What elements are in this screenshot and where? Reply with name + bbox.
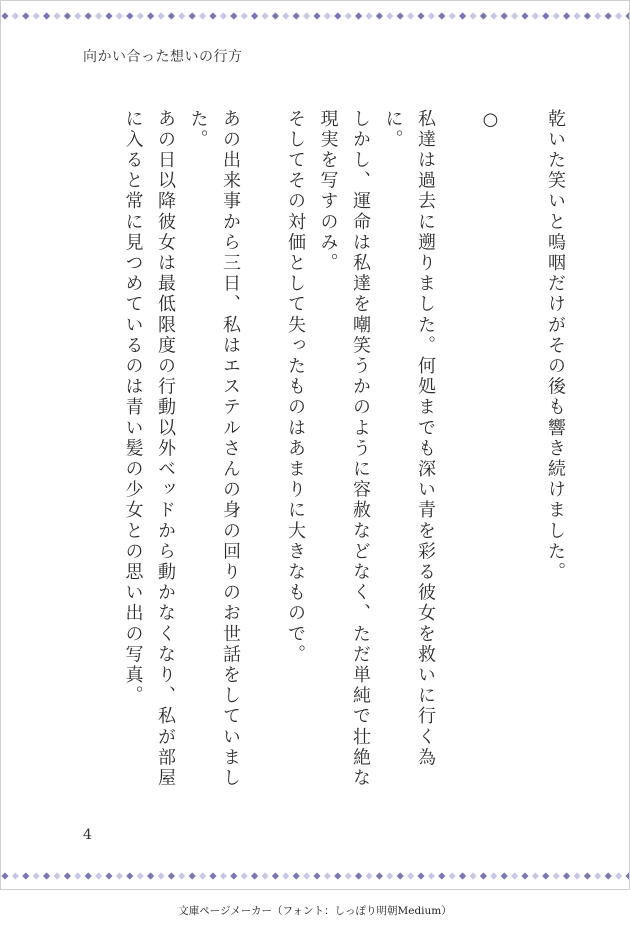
diamond-icon: [615, 872, 622, 879]
diamond-icon: [469, 872, 476, 879]
vertical-text-body: [111, 109, 571, 809]
diamond-icon: [594, 872, 601, 879]
diamond-icon: [417, 872, 424, 879]
diamond-icon: [584, 12, 591, 19]
diamond-icon: [490, 872, 497, 879]
chapter-title: 向かい合った想いの行方: [83, 49, 243, 65]
diamond-icon: [126, 872, 133, 879]
diamond-icon: [74, 872, 81, 879]
diamond-icon: [272, 872, 279, 879]
diamond-icon: [116, 872, 123, 879]
section-marker: ○: [480, 109, 501, 133]
diamond-icon: [480, 12, 487, 19]
diamond-icon: [501, 872, 508, 879]
diamond-icon: [417, 12, 424, 19]
diamond-icon: [355, 12, 362, 19]
diamond-icon: [168, 12, 175, 19]
diamond-icon: [33, 12, 40, 19]
diamond-border-icon: [1, 869, 629, 883]
blank-line: [506, 109, 539, 809]
diamond-icon: [199, 872, 206, 879]
diamond-icon: [511, 12, 518, 19]
diamond-icon: [282, 872, 289, 879]
diamond-icon: [376, 872, 383, 879]
diamond-icon: [365, 872, 372, 879]
diamond-icon: [157, 12, 164, 19]
diamond-icon: [376, 12, 383, 19]
diamond-icon: [126, 12, 133, 19]
diamond-icon: [293, 12, 300, 19]
paragraph: あの出来事から三日、私はエステルさんの身の回りのお世話をしていました。: [187, 109, 241, 789]
diamond-icon: [12, 872, 19, 879]
diamond-icon: [449, 872, 456, 879]
diamond-icon: [480, 872, 487, 879]
diamond-icon: [532, 872, 539, 879]
diamond-icon: [199, 12, 206, 19]
diamond-icon: [241, 12, 248, 19]
diamond-icon: [85, 12, 92, 19]
diamond-icon: [521, 12, 528, 19]
diamond-icon: [220, 872, 227, 879]
diamond-icon: [178, 872, 185, 879]
diamond-icon: [33, 872, 40, 879]
diamond-icon: [282, 12, 289, 19]
diamond-icon: [178, 12, 185, 19]
diamond-icon: [542, 872, 549, 879]
diamond-icon: [324, 872, 331, 879]
diamond-icon: [147, 12, 154, 19]
diamond-icon: [386, 12, 393, 19]
blank-line: [246, 109, 279, 809]
paragraph: 乾いた笑いと嗚咽だけがその後も響き続けました。: [545, 109, 566, 583]
diamond-icon: [605, 12, 612, 19]
diamond-icon: [241, 872, 248, 879]
diamond-icon: [95, 872, 102, 879]
paragraph: そしてその対価として失ったものはあまりに大きなもので。: [285, 109, 306, 666]
diamond-icon: [293, 872, 300, 879]
diamond-icon: [407, 12, 414, 19]
diamond-icon: [438, 872, 445, 879]
diamond-icon: [428, 872, 435, 879]
diamond-icon: [459, 872, 466, 879]
diamond-icon: [251, 872, 258, 879]
diamond-icon: [43, 12, 50, 19]
diamond-icon: [407, 872, 414, 879]
diamond-icon: [53, 872, 60, 879]
diamond-icon: [345, 12, 352, 19]
diamond-icon: [397, 12, 404, 19]
paragraph: あの日以降彼女は最低限度の行動以外ベッドから動かなくなり、私が部屋に入ると常に見つめているのは青い髪の少女との思い出の写真。: [122, 109, 176, 789]
diamond-icon: [43, 872, 50, 879]
diamond-icon: [105, 12, 112, 19]
diamond-icon: [334, 12, 341, 19]
diamond-icon: [12, 12, 19, 19]
diamond-icon: [490, 12, 497, 19]
diamond-icon: [542, 12, 549, 19]
diamond-icon: [428, 12, 435, 19]
diamond-icon: [365, 12, 372, 19]
diamond-icon: [53, 12, 60, 19]
diamond-icon: [459, 12, 466, 19]
diamond-icon: [147, 872, 154, 879]
diamond-icon: [563, 872, 570, 879]
diamond-icon: [511, 872, 518, 879]
diamond-border-icon: [1, 9, 629, 23]
diamond-icon: [625, 12, 629, 19]
diamond-icon: [230, 872, 237, 879]
diamond-icon: [272, 12, 279, 19]
diamond-icon: [137, 872, 144, 879]
diamond-icon: [105, 872, 112, 879]
diamond-icon: [469, 12, 476, 19]
diamond-icon: [261, 872, 268, 879]
diamond-icon: [157, 872, 164, 879]
diamond-icon: [209, 12, 216, 19]
diamond-icon: [573, 872, 580, 879]
diamond-icon: [64, 12, 71, 19]
paragraph: 私達は過去に遡りました。何処までも深い青を彩る彼女を救いに行く為に。: [382, 109, 436, 769]
diamond-icon: [230, 12, 237, 19]
diamond-icon: [303, 872, 310, 879]
diamond-icon: [355, 872, 362, 879]
diamond-icon: [345, 872, 352, 879]
blank-line: [441, 109, 474, 809]
top-decorative-border: [1, 9, 629, 23]
footer-caption: 文庫ページメーカー（フォント：しっぽり明朝Medium）: [178, 905, 452, 917]
diamond-icon: [137, 12, 144, 19]
diamond-icon: [397, 872, 404, 879]
diamond-icon: [553, 12, 560, 19]
diamond-icon: [532, 12, 539, 19]
paragraph: しかし、運命は私達を嘲笑うかのように容赦などなく、ただ単純で壮絶な現実を写すのみ。: [317, 109, 371, 789]
diamond-icon: [449, 12, 456, 19]
diamond-icon: [189, 12, 196, 19]
diamond-icon: [313, 12, 320, 19]
diamond-icon: [521, 872, 528, 879]
diamond-icon: [251, 12, 258, 19]
page-number: 4: [83, 827, 92, 843]
bottom-decorative-border: [1, 869, 629, 883]
diamond-icon: [95, 12, 102, 19]
diamond-icon: [303, 12, 310, 19]
diamond-icon: [501, 12, 508, 19]
diamond-icon: [261, 12, 268, 19]
diamond-icon: [605, 872, 612, 879]
diamond-icon: [209, 872, 216, 879]
diamond-icon: [74, 12, 81, 19]
diamond-icon: [64, 872, 71, 879]
diamond-icon: [22, 872, 29, 879]
diamond-icon: [324, 12, 331, 19]
diamond-icon: [313, 872, 320, 879]
diamond-icon: [584, 872, 591, 879]
diamond-icon: [189, 872, 196, 879]
diamond-icon: [615, 12, 622, 19]
diamond-icon: [438, 12, 445, 19]
diamond-icon: [116, 12, 123, 19]
diamond-icon: [573, 12, 580, 19]
diamond-icon: [1, 872, 8, 879]
diamond-icon: [85, 872, 92, 879]
diamond-icon: [22, 12, 29, 19]
diamond-icon: [563, 12, 570, 19]
diamond-icon: [168, 872, 175, 879]
diamond-icon: [220, 12, 227, 19]
diamond-icon: [334, 872, 341, 879]
diamond-icon: [553, 872, 560, 879]
diamond-icon: [1, 12, 8, 19]
diamond-icon: [594, 12, 601, 19]
diamond-icon: [386, 872, 393, 879]
diamond-icon: [625, 872, 629, 879]
